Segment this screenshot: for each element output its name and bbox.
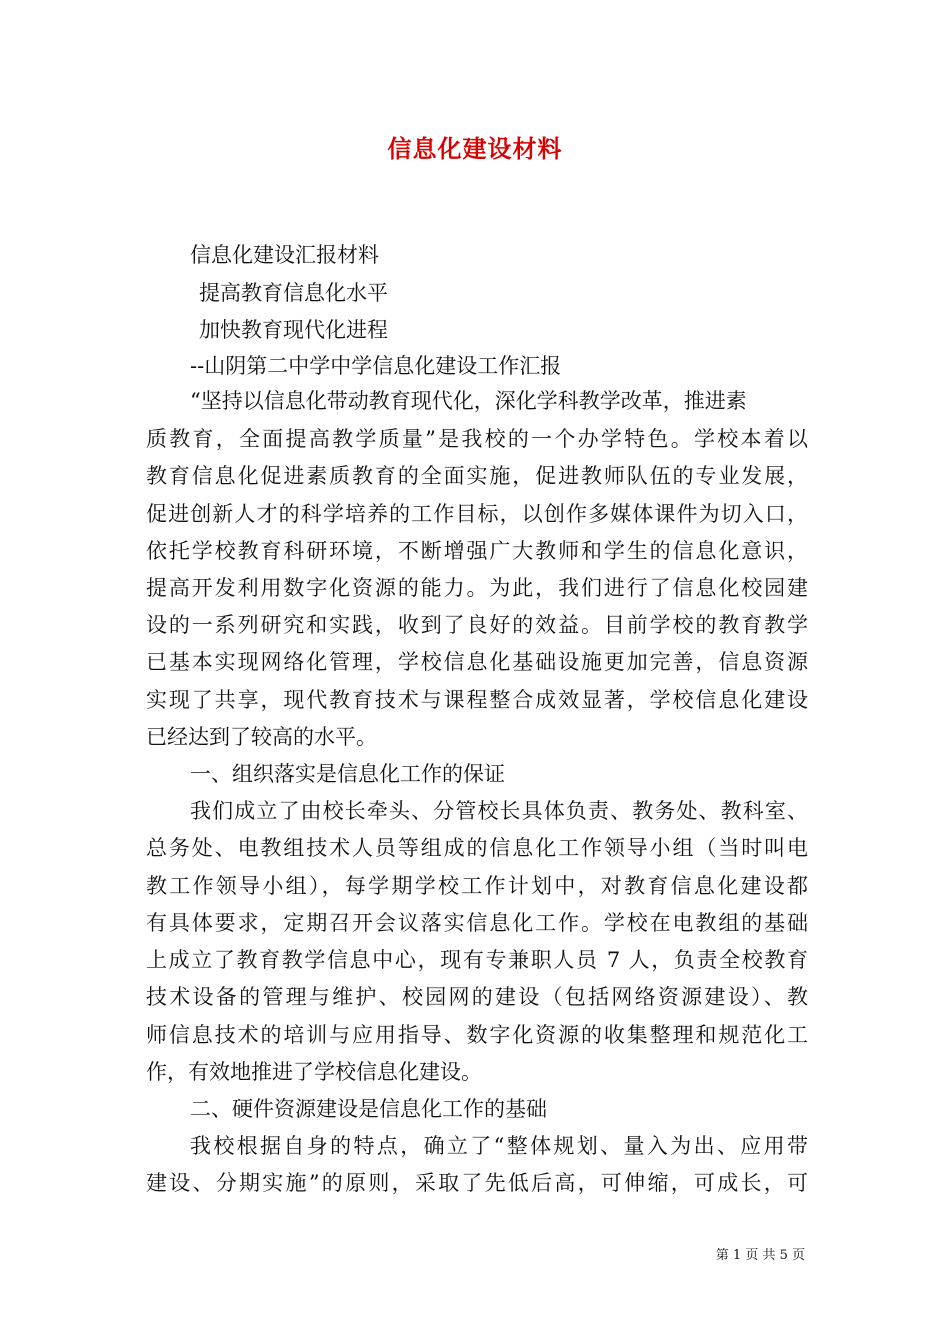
paragraph-line: 设的一系列研究和实践，收到了良好的效益。目前学校的教育教学 [146, 613, 808, 637]
paragraph-line: 已基本实现网络化管理，学校信息化基础设施更加完善，信息资源 [146, 650, 808, 674]
paragraph-line: “坚持以信息化带动教育现代化，深化学科教学改革，推进素 [190, 389, 747, 413]
paragraph-line: 师信息技术的培训与应用指导、数字化资源的收集整理和规范化工 [146, 1023, 808, 1047]
paragraph-line: 实现了共享，现代教育技术与课程整合成效显著，学校信息化建设 [146, 688, 808, 712]
paragraph-line: 建设、分期实施”的原则，采取了先低后高，可伸缩，可成长，可 [146, 1171, 808, 1195]
page-title: 信息化建设材料 [387, 134, 563, 163]
subtitle-line: --山阴第二中学中学信息化建设工作汇报 [190, 354, 562, 378]
subtitle-line: 信息化建设汇报材料 [190, 243, 379, 267]
paragraph-line: 依托学校教育科研环境，不断增强广大教师和学生的信息化意识， [146, 539, 808, 563]
section-heading: 二、硬件资源建设是信息化工作的基础 [190, 1097, 547, 1121]
paragraph-line: 我校根据自身的特点，确立了“整体规划、量入为出、应用带 [190, 1134, 808, 1158]
paragraph-line: 总务处、电教组技术人员等组成的信息化工作领导小组（当时叫电 [146, 836, 808, 860]
paragraph-line: 质教育，全面提高教学质量”是我校的一个办学特色。学校本着以 [146, 427, 808, 451]
paragraph-line: 教育信息化促进素质教育的全面实施，促进教师队伍的专业发展， [146, 464, 808, 488]
section-heading: 一、组织落实是信息化工作的保证 [190, 762, 505, 786]
paragraph-line: 有具体要求，定期召开会议落实信息化工作。学校在电教组的基础 [146, 911, 808, 935]
paragraph-line: 促进创新人才的科学培养的工作目标，以创作多媒体课件为切入口， [146, 502, 808, 526]
subtitle-line: 加快教育现代化进程 [199, 318, 388, 342]
subtitle-line: 提高教育信息化水平 [199, 281, 388, 305]
paragraph-line: 作，有效地推进了学校信息化建设。 [146, 1060, 482, 1084]
page-number-footer: 第 1 页 共 5 页 [715, 1248, 805, 1263]
paragraph-line: 我们成立了由校长牵头、分管校长具体负责、教务处、教科室、 [190, 799, 808, 823]
paragraph-line: 提高开发利用数字化资源的能力。为此，我们进行了信息化校园建 [146, 576, 808, 600]
paragraph-line: 技术设备的管理与维护、校园网的建设（包括网络资源建设）、教 [146, 985, 808, 1009]
paragraph-line: 上成立了教育教学信息中心，现有专兼职人员 7 人，负责全校教育 [146, 948, 808, 972]
paragraph-line: 已经达到了较高的水平。 [146, 725, 377, 749]
paragraph-line: 教工作领导小组），每学期学校工作计划中，对教育信息化建设都 [146, 874, 808, 898]
